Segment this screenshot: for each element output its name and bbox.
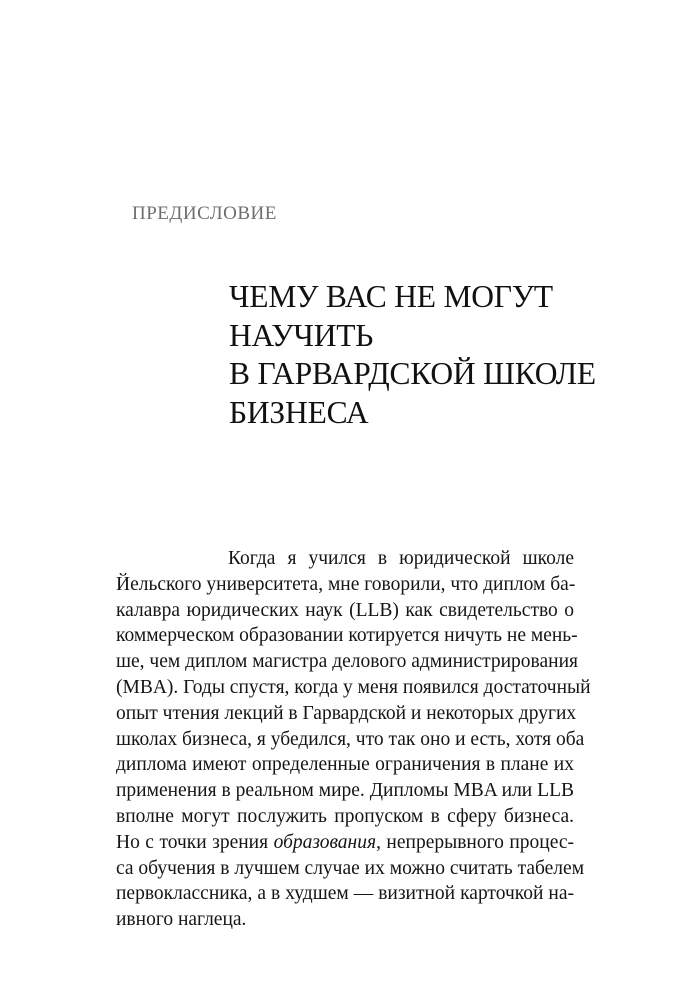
body-line: Йельского университета, мне говорили, что диплом ба- <box>116 573 576 595</box>
body-line: применения в реальном мире. Дипломы MBA или LLB <box>116 780 574 802</box>
body-line: диплома имеют определенные ограничения в плане их <box>116 754 574 776</box>
body-line: (MBA). Годы спустя, когда у меня появился достаточный <box>116 676 591 698</box>
body-line: коммерческом образовании котируется ничуть не мень- <box>116 625 578 647</box>
chapter-title <box>229 278 596 432</box>
body-line: са обучения в лучшем случае их можно считать табелем <box>116 857 585 879</box>
body-line: школах бизнеса, я убедился, что так оно и есть, хотя оба <box>116 728 585 750</box>
body-line: Когда я учился в юридической школе <box>228 548 574 569</box>
chapter-title-line: ЧЕМУ ВАС НЕ МОГУТ <box>229 279 553 314</box>
body-line: ше, чем диплом магистра делового администрирования <box>116 651 578 673</box>
italic-word: образования <box>273 831 377 853</box>
body-line: первоклассника, а в худшем — визитной карточкой на- <box>116 883 574 905</box>
body-line-segment: , непрерывного процес- <box>376 831 574 853</box>
section-label: ПРЕДИСЛОВИЕ <box>132 203 277 224</box>
body-line: опыт чтения лекций в Гарвардской и некоторых других <box>116 702 577 724</box>
body-line: вполне могут послужить пропуском в сферу бизнеса. <box>116 805 574 827</box>
body-line: калавра юридических наук (LLB) как свидетельство о <box>116 599 574 621</box>
body-line: ивного наглеца. <box>116 909 247 931</box>
chapter-title-line: БИЗНЕСА <box>229 394 369 430</box>
chapter-title-line: В ГАРВАРДСКОЙ ШКОЛЕ <box>229 356 596 391</box>
body-paragraph <box>116 546 591 933</box>
body-line-with-italic <box>116 830 574 856</box>
body-line-segment: Но с точки зрения <box>116 831 274 853</box>
chapter-title-line: НАУЧИТЬ <box>229 317 374 353</box>
